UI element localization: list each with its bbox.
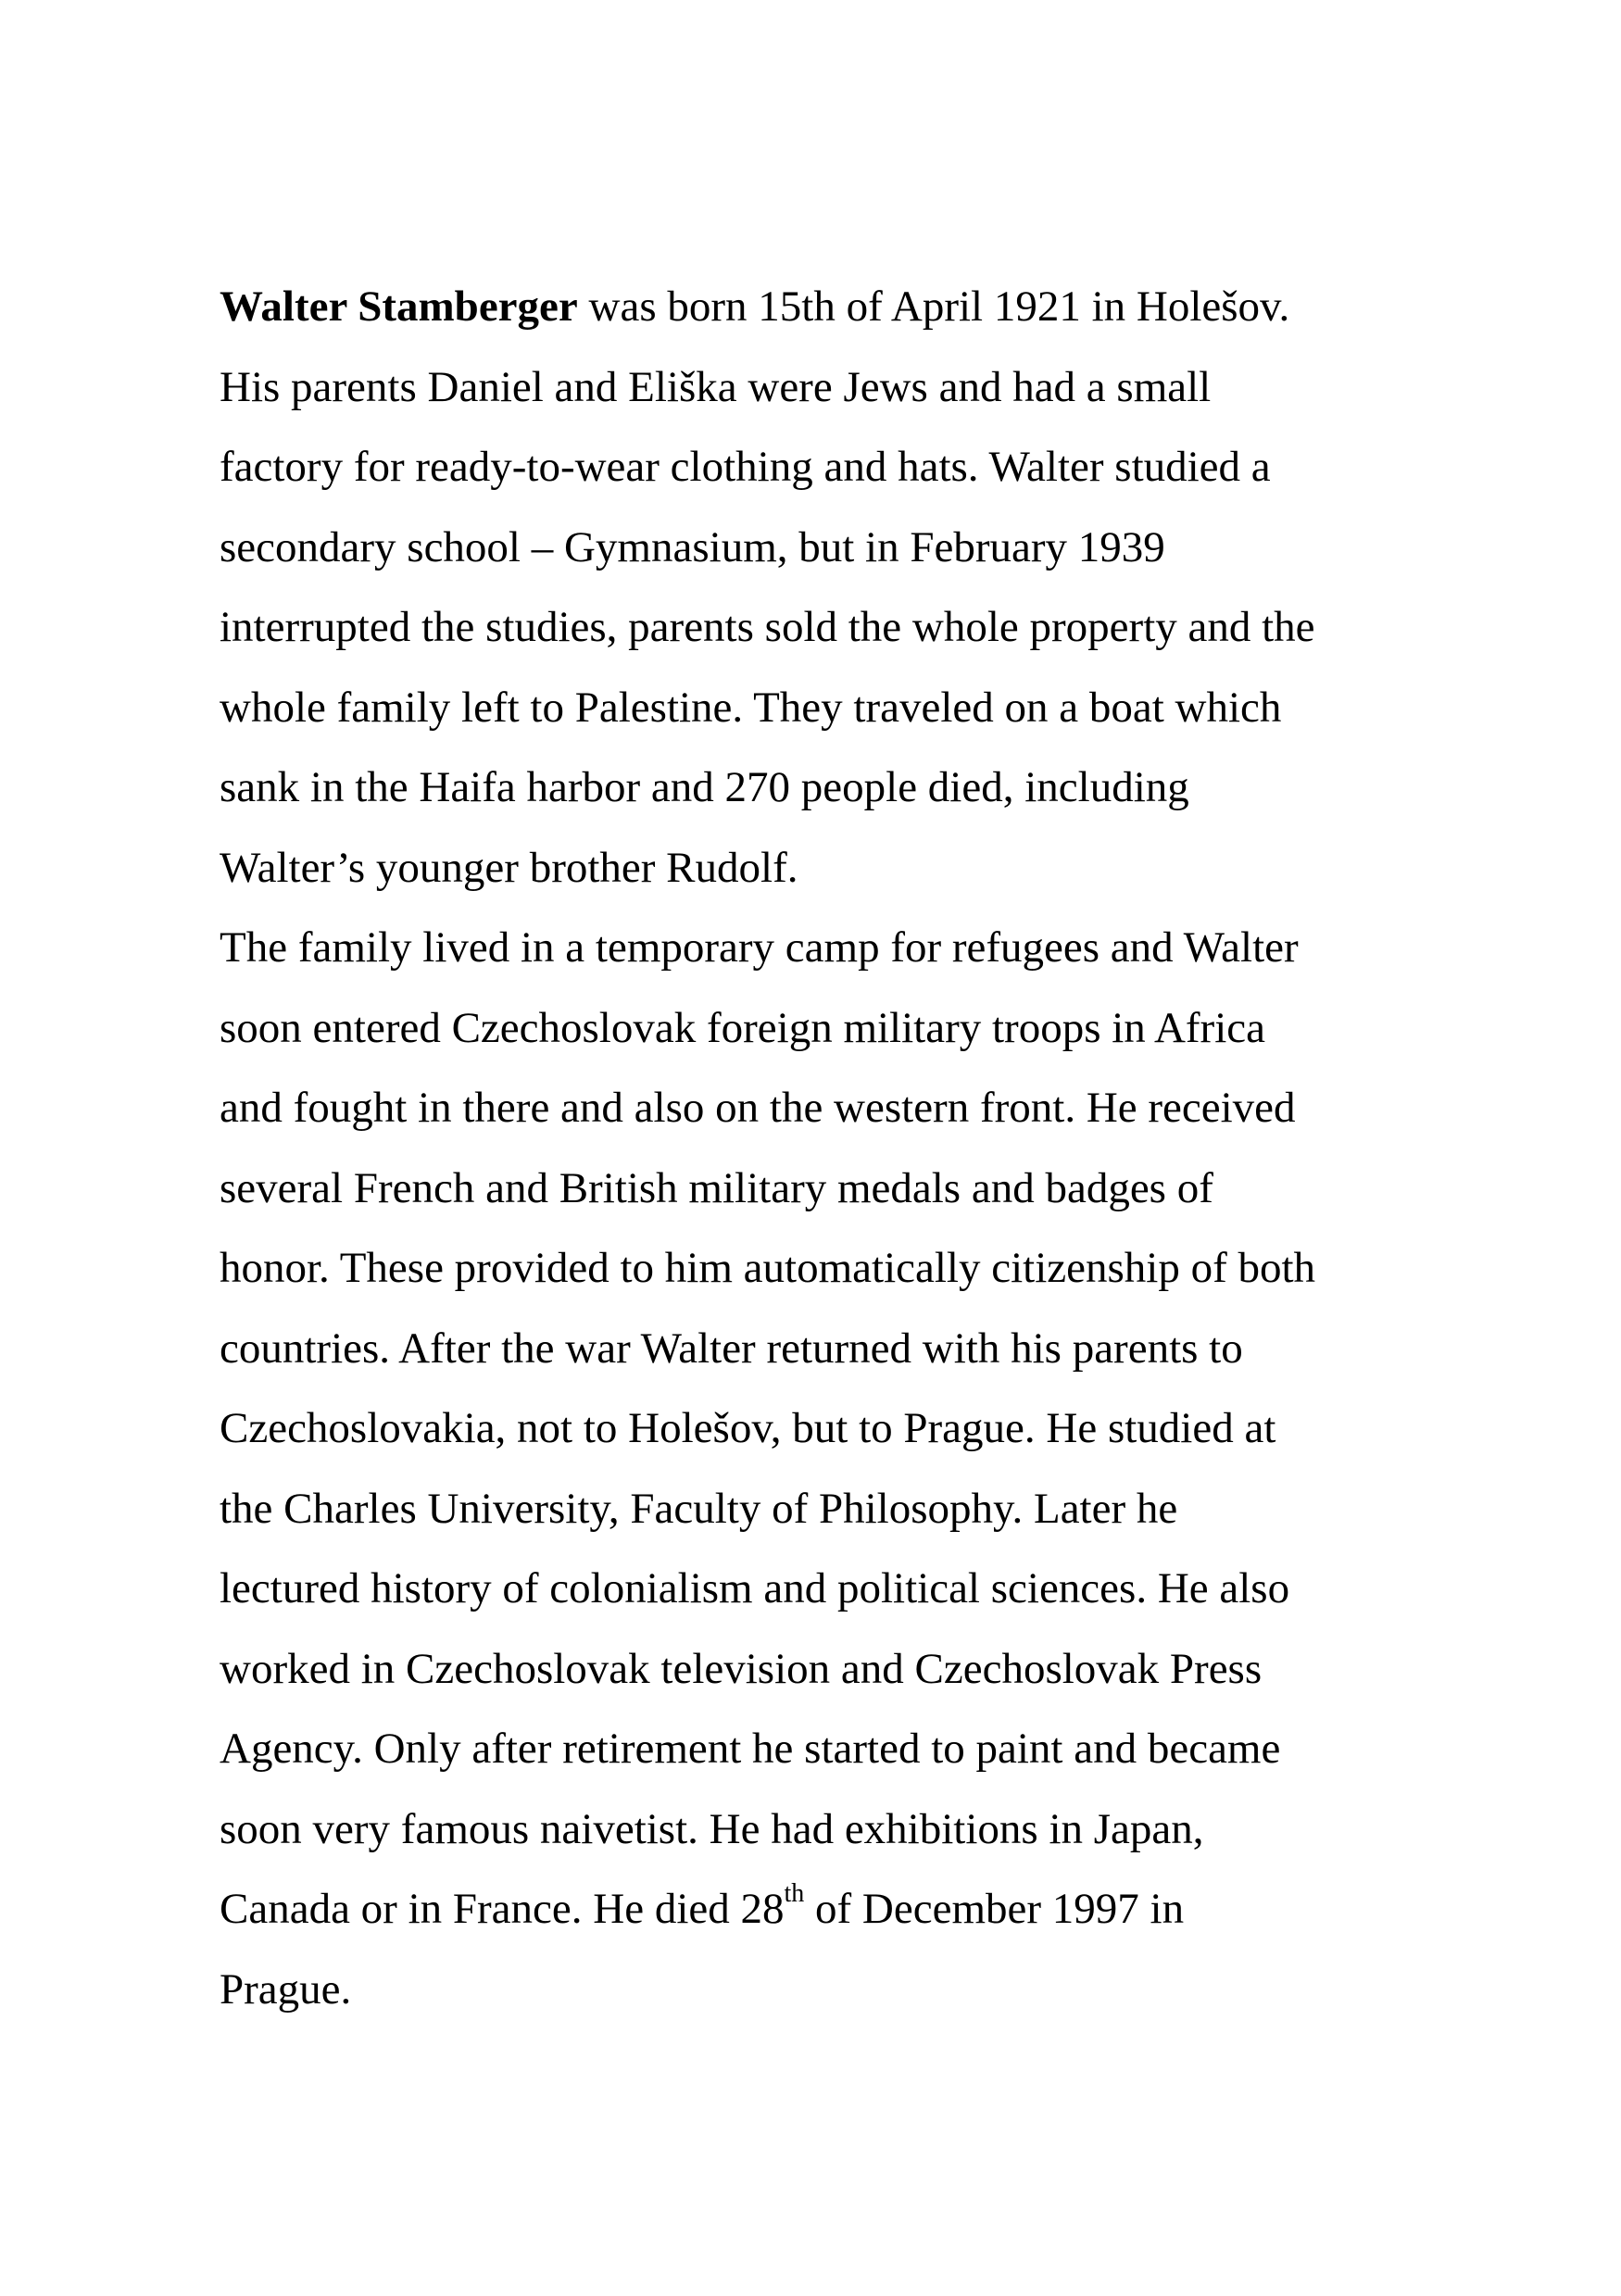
text-line-3: factory for ready-to-wear clothing and hats. Walter studied a xyxy=(220,443,1271,491)
ordinal-suffix: th xyxy=(784,1879,805,1909)
text-line-13: honor. These provided to him automatically citizenship of both xyxy=(220,1244,1316,1292)
text-line-16: the Charles University, Faculty of Philosophy. Later he xyxy=(220,1484,1178,1533)
text-line-14: countries. After the war Walter returned with his parents to xyxy=(220,1324,1243,1373)
text-line-21-start: Canada or in France. He died 28 xyxy=(220,1885,785,1933)
text-line-4: secondary school – Gymnasium, but in February 1939 xyxy=(220,522,1165,571)
text-line-21-end: of December 1997 in xyxy=(804,1885,1185,1933)
text-line-17: lectured history of colonialism and political sciences. He also xyxy=(220,1564,1290,1612)
text-line-19: Agency. Only after retirement he started to paint and became xyxy=(220,1725,1281,1773)
text-line-10: soon entered Czechoslovak foreign military troops in Africa xyxy=(220,1003,1265,1052)
biography-text xyxy=(220,267,1424,2029)
text-line-22: Prague. xyxy=(220,1964,352,2014)
text-line-20: soon very famous naivetist. He had exhibitions in Japan, xyxy=(220,1804,1204,1853)
text-line-7: sank in the Haifa harbor and 270 people died, including xyxy=(220,763,1189,811)
text-line-8: Walter’s younger brother Rudolf. xyxy=(220,843,798,892)
text-line-12: several French and British military medals and badges of xyxy=(220,1163,1213,1212)
text-line-2: His parents Daniel and Eliška were Jews and had a small xyxy=(220,362,1212,411)
text-line-15: Czechoslovakia, not to Holešov, but to Prague. He studied at xyxy=(220,1404,1276,1452)
text-line-6: whole family left to Palestine. They traveled on a boat which xyxy=(220,683,1282,732)
text-line-1-rest: was born 15th of April 1921 in Holešov. xyxy=(577,282,1290,331)
text-line-11: and fought in there and also on the western front. He received xyxy=(220,1084,1296,1132)
text-line-1 xyxy=(220,267,1424,347)
text-line-21 xyxy=(220,1869,1424,1950)
text-line-5: interrupted the studies, parents sold the whole property and the xyxy=(220,603,1315,651)
person-name: Walter Stamberger xyxy=(220,282,578,331)
text-line-9: The family lived in a temporary camp for refugees and Walter xyxy=(220,923,1299,972)
text-line-18: worked in Czechoslovak television and Czechoslovak Press xyxy=(220,1644,1263,1693)
